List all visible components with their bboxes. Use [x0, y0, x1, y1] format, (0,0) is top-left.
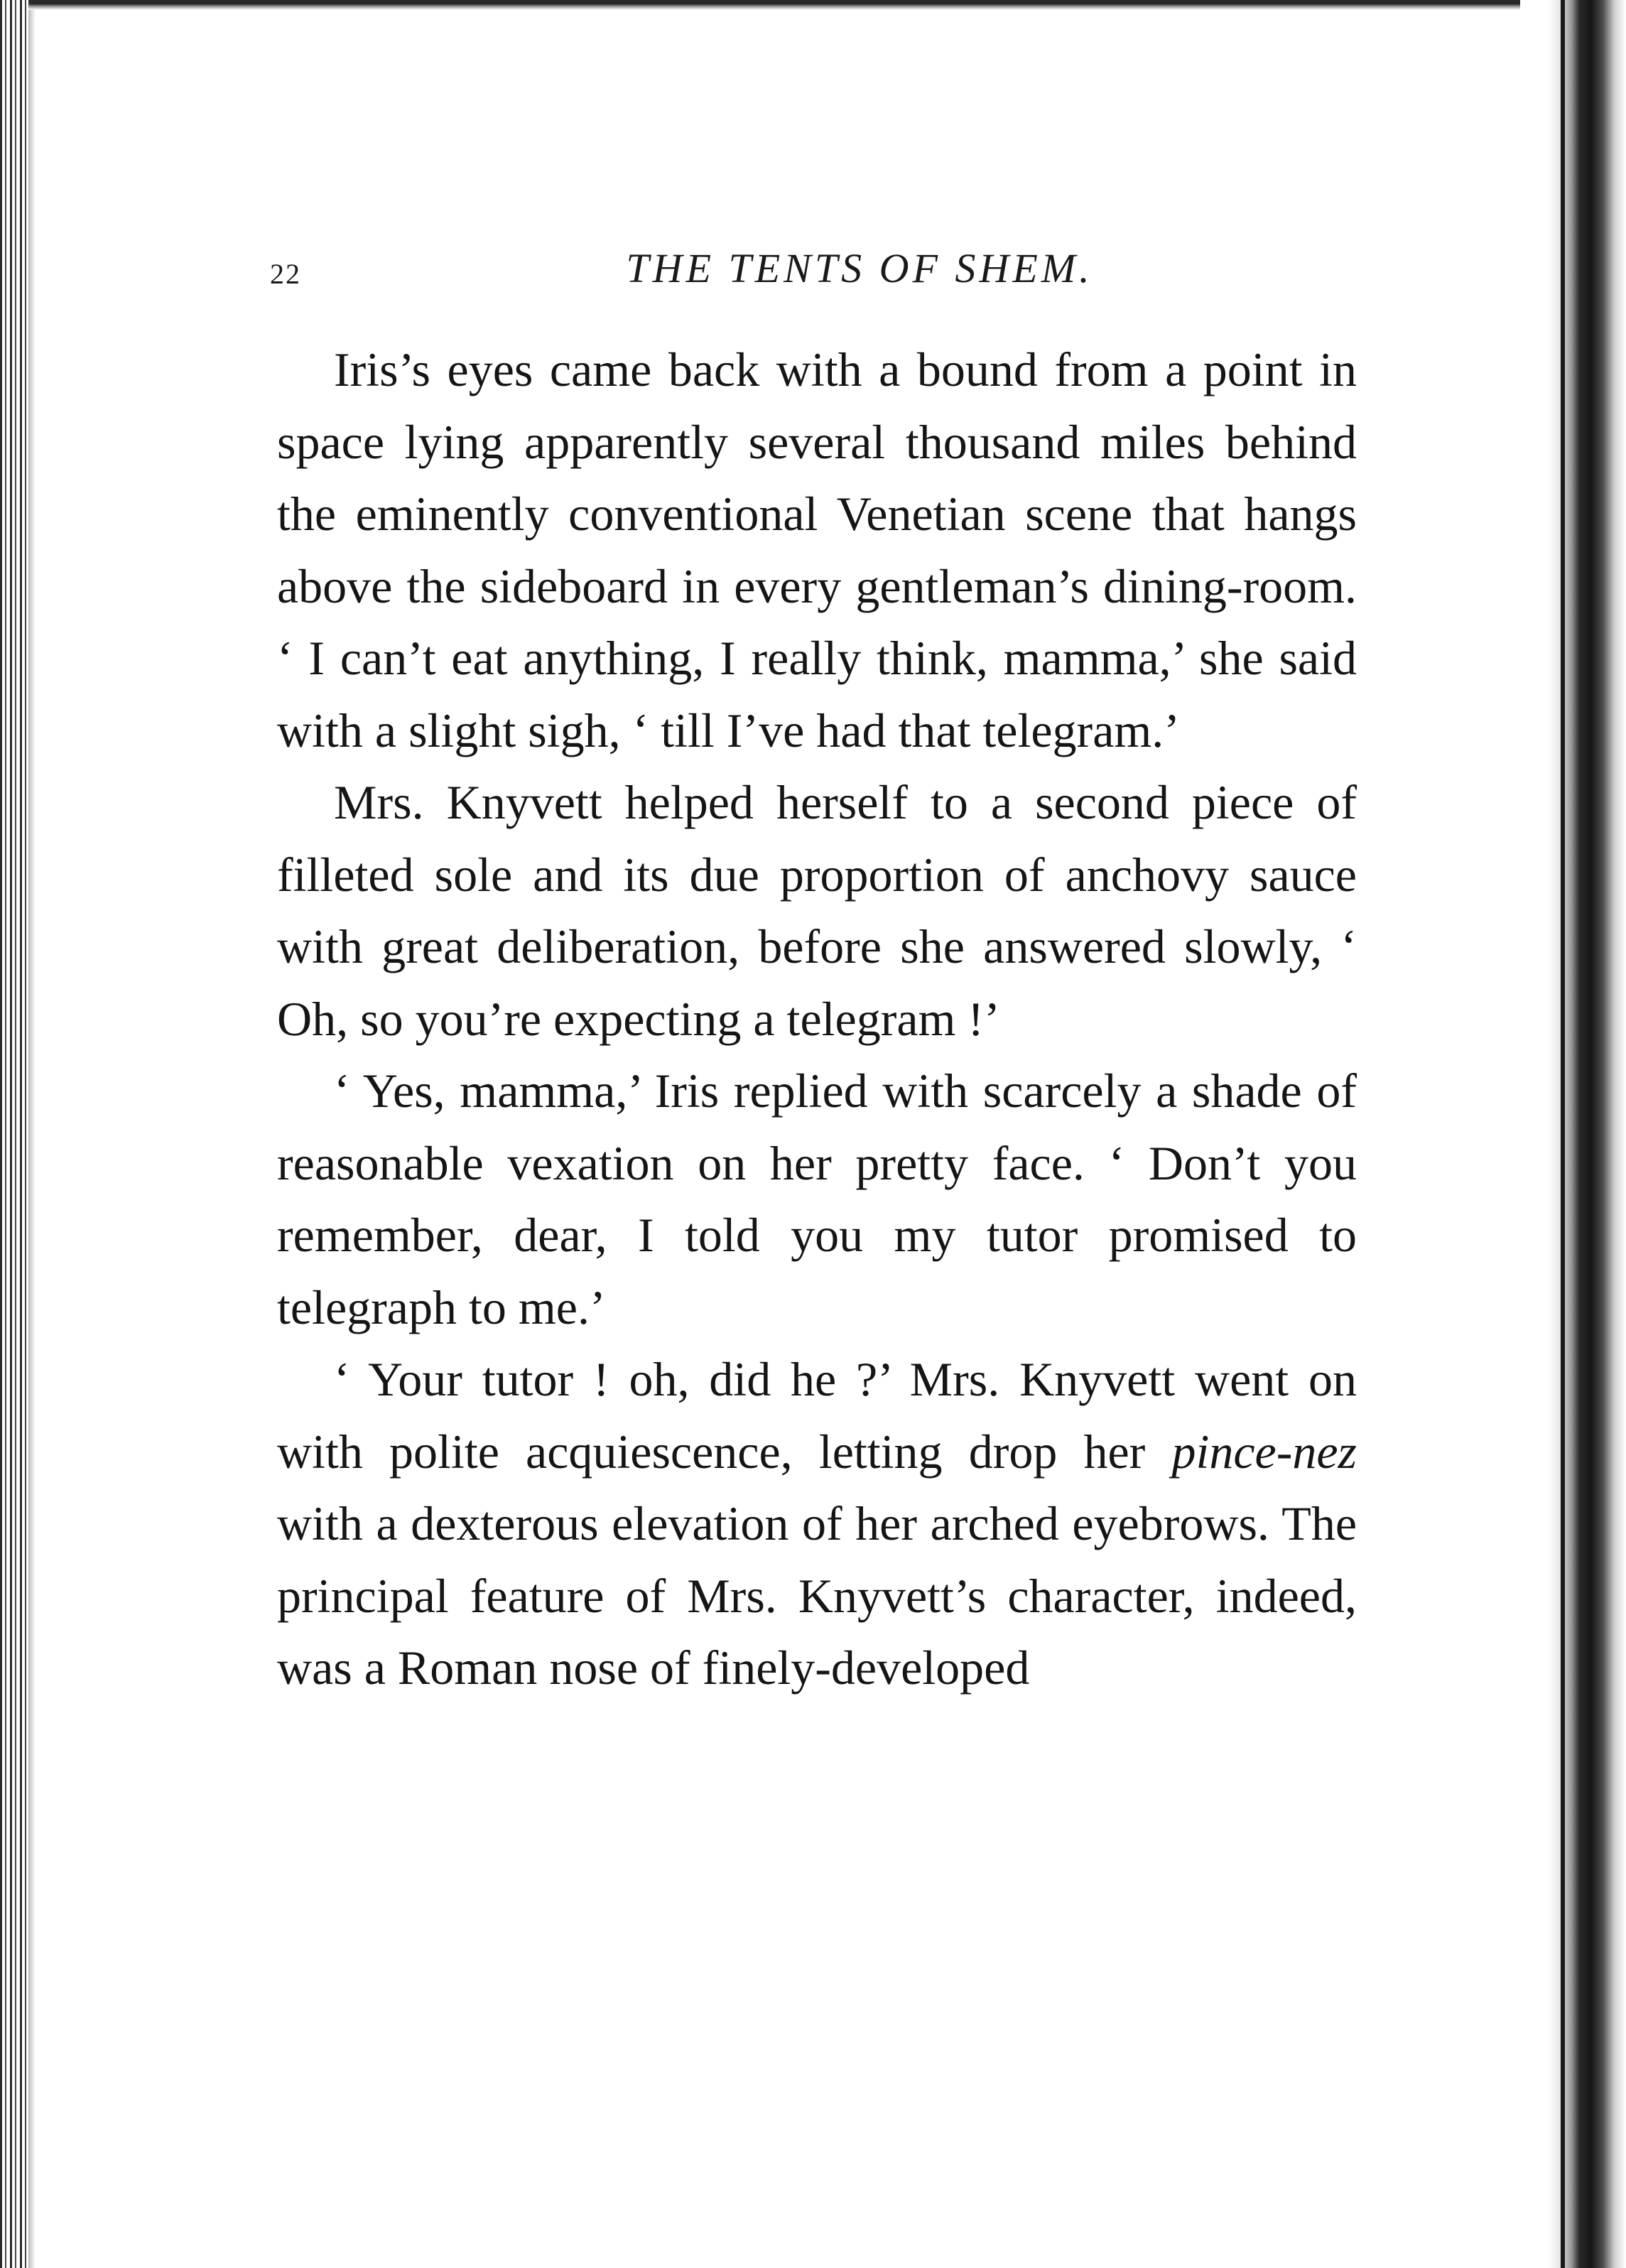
paragraph: Mrs. Knyvett helped herself to a second piece of filleted sole and its due proportion of anchovy sauce with great deliberation, before she answered slowly, ‘ Oh, so you’re expecting a telegram !’ [277, 775, 1357, 1046]
paragraph-text: ‘ Your tutor ! oh, did he ?’ Mrs. Knyvett went on with polite acquiescence, letting drop her [277, 1352, 1357, 1479]
paragraph: Iris’s eyes came back with a bound from a point in space lying apparently several thousand miles behind the eminently conventional Venetian scene that hangs above the sideboard in every gentleman’s dining-room. ‘ I can’t eat anything, I really think, mamma,’ she said with a slight sigh, ‘ till I’ve had that telegram.’ [277, 342, 1357, 757]
book-right-edge [1548, 0, 1626, 2268]
running-title: THE TENTS OF SHEM. [626, 245, 1093, 291]
page-number: 22 [270, 258, 301, 290]
paragraph [277, 1344, 1357, 1705]
body-text [277, 334, 1357, 1705]
book-left-edge [0, 0, 36, 2268]
book-top-edge [28, 0, 1520, 10]
book-page [43, 10, 1506, 2268]
paragraph-text: with a dexterous elevation of her arched eyebrows. The principal feature of Mrs. Knyvett’s character, indeed, was a Roman nose of finely-developed [277, 1496, 1357, 1695]
italic-term: pince-nez [1171, 1424, 1357, 1479]
running-header [270, 244, 1449, 301]
paragraph: ‘ Yes, mamma,’ Iris replied with scarcely a shade of reasonable vexation on her pretty face. ‘ Don’t you remember, dear, I told you my tutor promised to telegraph to me.’ [277, 1064, 1357, 1334]
